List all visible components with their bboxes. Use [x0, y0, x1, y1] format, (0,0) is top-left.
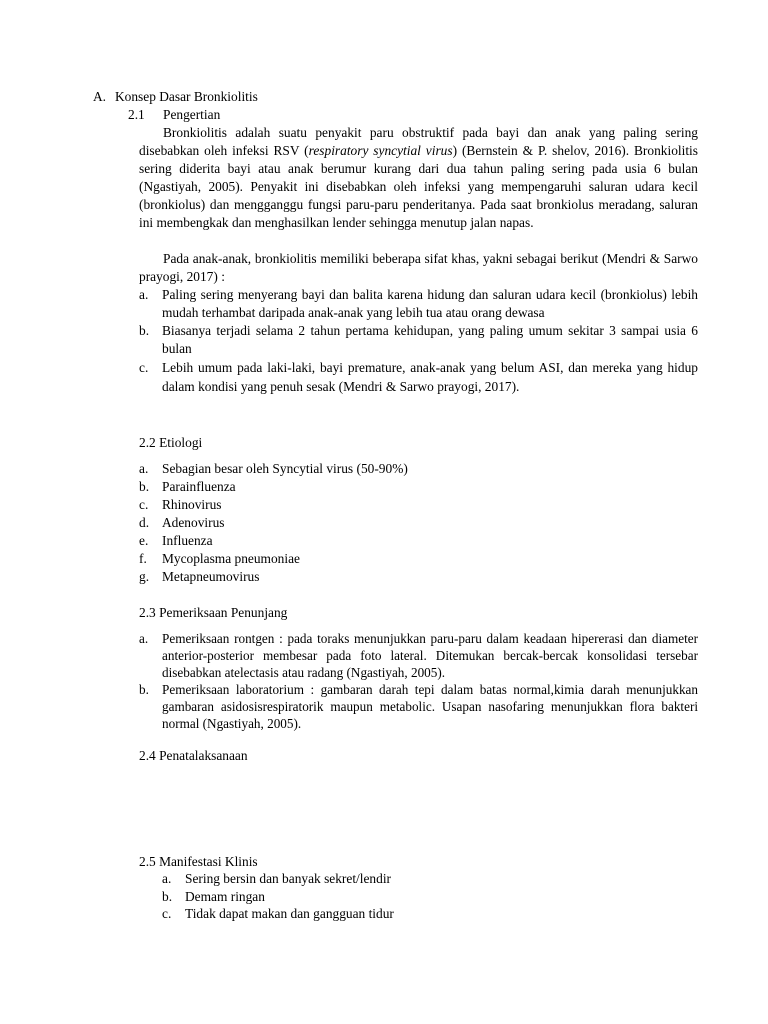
subsection-2-2-heading: 2.2 Etiologi — [139, 435, 203, 450]
list-item-text: Rhinovirus — [162, 497, 222, 512]
section-a-heading — [93, 88, 258, 106]
subsection-2-1-heading — [128, 106, 220, 124]
list-item — [139, 322, 698, 358]
section-a-marker: A. — [93, 89, 107, 104]
list-marker: e. — [139, 533, 149, 548]
traits-intro-paragraph: Pada anak-anak, bronkiolitis memiliki beberapa sifat khas, yakni sebagai berikut (Mendri & Sarwo prayogi, 2017) : — [139, 251, 698, 284]
list-marker: b. — [139, 479, 150, 494]
list-item — [139, 514, 698, 532]
list-item — [139, 681, 698, 732]
subsection-2-4-heading: 2.4 Penatalaksanaan — [139, 748, 248, 763]
list-item-text: Tidak dapat makan dan gangguan tidur — [185, 906, 394, 921]
etiology-list — [139, 460, 698, 586]
definition-text-part-1: Bronkiolitis adalah suatu penyakit paru obstruktif pada bayi dan anak yang paling sering disebabkan oleh infeksi RSV ( — [139, 125, 698, 158]
definition-paragraph — [139, 124, 698, 232]
subsection-2-3-heading: 2.3 Pemeriksaan Penunjang — [139, 605, 288, 620]
list-marker: a. — [139, 287, 149, 302]
traits-list — [139, 286, 698, 396]
list-item-text: Parainfluenza — [162, 479, 236, 494]
section-a-title: Konsep Dasar Bronkiolitis — [115, 89, 258, 104]
list-item — [139, 358, 698, 396]
subsection-2-5-heading: 2.5 Manifestasi Klinis — [139, 854, 258, 869]
clinical-manifestation-list — [162, 870, 698, 923]
list-item-text: Sering bersin dan banyak sekret/lendir — [185, 871, 392, 886]
list-item — [162, 905, 698, 923]
list-item — [139, 550, 698, 568]
list-item — [139, 460, 698, 478]
list-item-text: Mycoplasma pneumoniae — [162, 551, 300, 566]
list-marker: a. — [162, 871, 172, 886]
definition-text-part-2: ) (Bernstein & P. shelov, 2016). Bronkiolitis sering diderita bayi atau anak berumur kurang dari dua tahun paling sering pada usia 6 bulan (Ngastiyah, 2005). Penyakit ini disebabkan oleh infeksi yang mempengaruhi saluran udara kecil (bronkiolus) dan mengganggu fungsi paru-paru penderitanya. Pada saat bronkiolus meradang, saluran ini membengkak dan menghasilkan lender sehingga menutup jalan napas. — [139, 143, 698, 230]
list-marker: g. — [139, 569, 150, 584]
list-item-text: Biasanya terjadi selama 2 tahun pertama kehidupan, yang paling umum sekitar 3 sampai usia 6 bulan — [162, 323, 698, 356]
list-item-text: Sebagian besar oleh Syncytial virus (50-90%) — [162, 461, 408, 476]
supporting-exam-list — [139, 630, 698, 732]
list-item-text: Demam ringan — [185, 888, 265, 904]
list-item — [162, 888, 698, 906]
list-item-text: Influenza — [162, 533, 213, 548]
list-marker: d. — [139, 515, 150, 530]
list-item-text: Metapneumovirus — [162, 569, 260, 584]
definition-italic-term: respiratory syncytial virus — [308, 143, 453, 158]
list-marker: b. — [139, 323, 150, 338]
list-item-text: Paling sering menyerang bayi dan balita karena hidung dan saluran udara kecil (bronkiolus) lebih mudah terhambat daripada anak-anak yang lebih tua atau orang dewasa — [162, 287, 698, 320]
list-marker: a. — [139, 631, 149, 646]
list-item — [139, 630, 698, 681]
list-marker: c. — [162, 906, 172, 921]
list-marker: a. — [139, 461, 149, 476]
list-item — [139, 286, 698, 322]
list-marker: f. — [139, 551, 147, 566]
list-marker: c. — [139, 497, 149, 512]
list-marker: c. — [139, 360, 149, 375]
list-item — [139, 496, 698, 514]
list-item-text: Adenovirus — [162, 515, 225, 530]
list-item — [139, 478, 698, 496]
list-item — [139, 532, 698, 550]
list-marker: b. — [162, 888, 173, 904]
list-marker: b. — [139, 682, 149, 697]
subsection-2-1-number: 2.1 — [128, 107, 145, 122]
list-item-text: Lebih umum pada laki-laki, bayi premature, anak-anak yang belum ASI, dan mereka yang hidup dalam kondisi yang penuh sesak (Mendri & Sarwo prayogi, 2017). — [162, 360, 698, 394]
list-item-text: Pemeriksaan laboratorium : gambaran darah tepi dalam batas normal,kimia darah menunjukkan gambaran asidosisrespiratorik maupun metabolic. Usapan nasofaring menunjukkan flora bakteri normal (Ngastiyah, 2005). — [162, 682, 698, 731]
subsection-2-1-title: Pengertian — [163, 107, 221, 122]
list-item — [162, 870, 698, 888]
list-item — [139, 568, 698, 586]
list-item-text: Pemeriksaan rontgen : pada toraks menunjukkan paru-paru dalam keadaan hipererasi dan diameter anterior-posterior membesar pada foto lateral. Ditemukan bercak-bercak konsolidasi tersebar disebabkan atelectasis atau radang (Ngastiyah, 2005). — [162, 631, 698, 680]
